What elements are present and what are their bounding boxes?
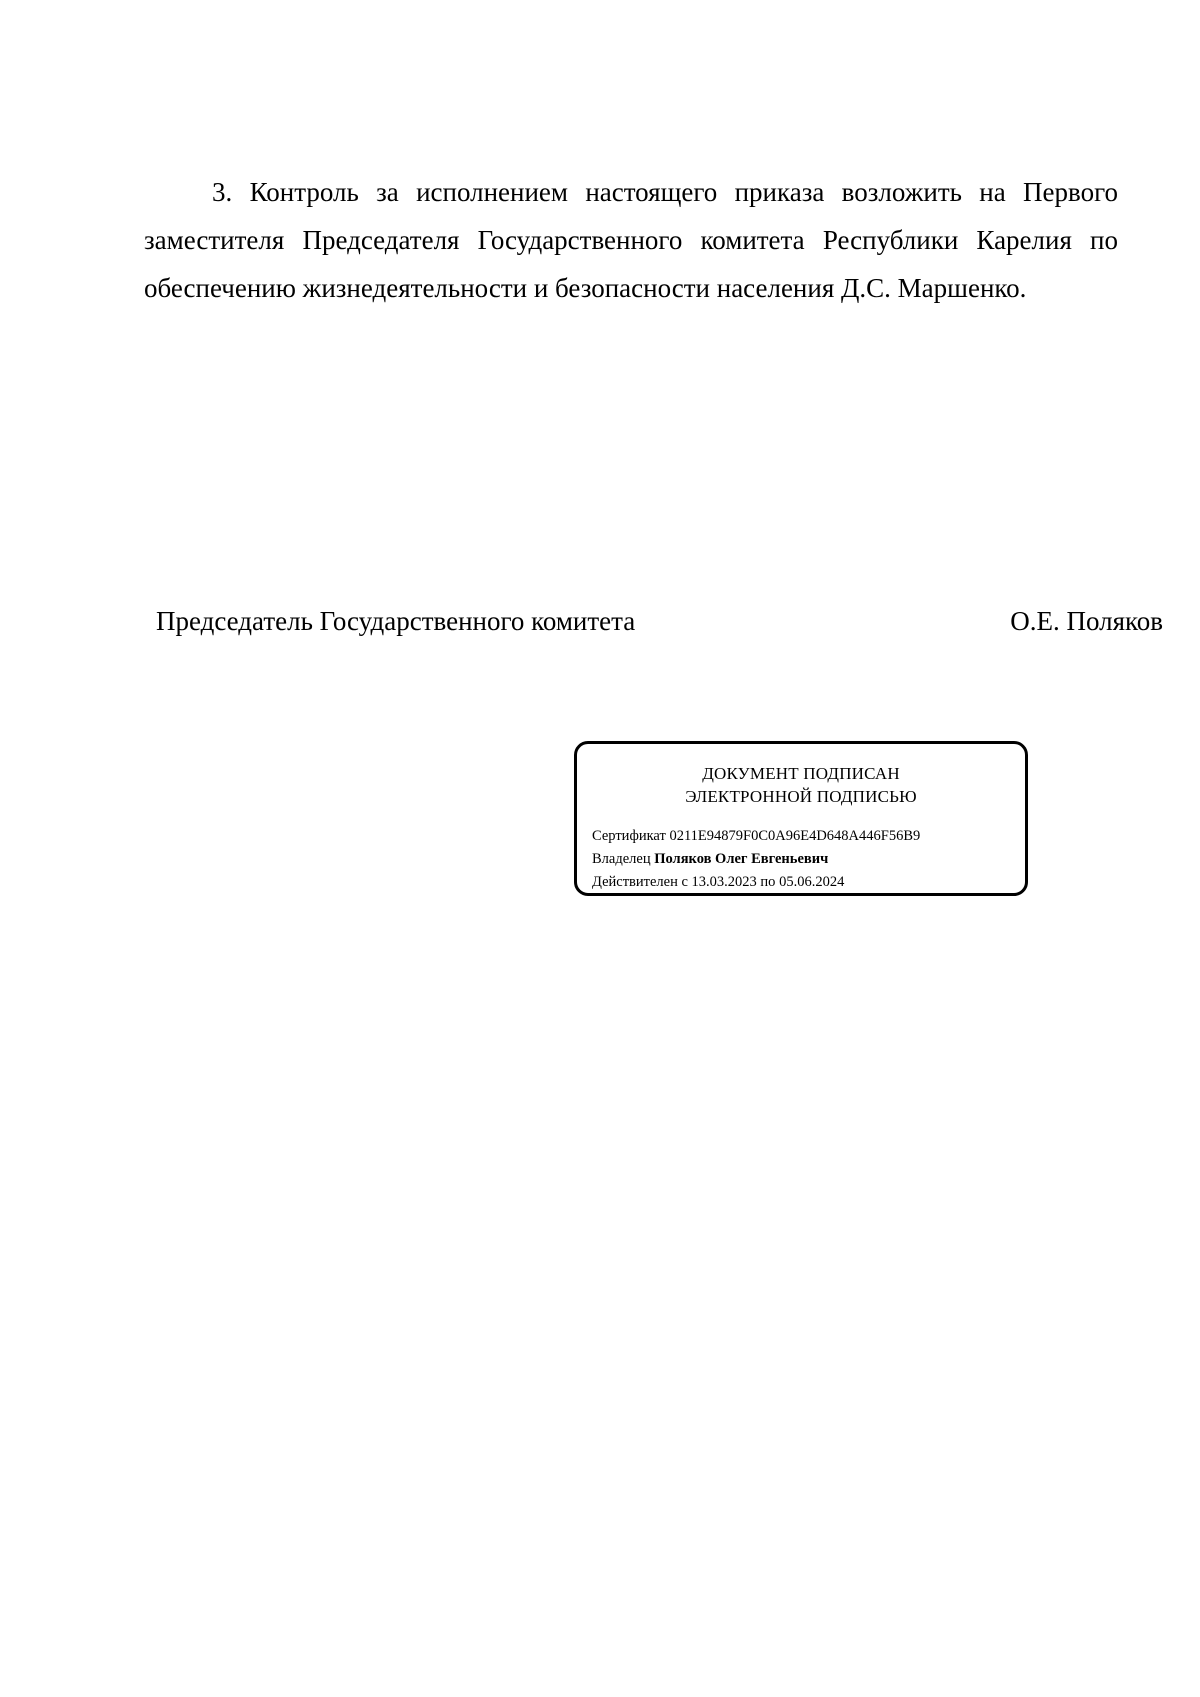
valid-label: Действителен: [592, 874, 678, 890]
valid-to-prefix: по: [760, 874, 776, 890]
stamp-header-line-2: ЭЛЕКТРОННОЙ ПОДПИСЬЮ: [685, 787, 917, 806]
owner-label: Владелец: [592, 851, 651, 867]
stamp-owner-row: [592, 849, 828, 869]
valid-from-date: 13.03.2023: [691, 874, 757, 890]
stamp-header: [577, 762, 1025, 808]
order-paragraph: 3. Контроль за исполнением настоящего приказа возложить на Первого заместителя Председателя Государственного комитета Республики Карелия по обеспечению жизнедеятельности и безопасности населения Д.С. Маршенко.: [144, 177, 1118, 303]
certificate-value: 0211E94879F0C0A96E4D648A446F56B9: [669, 828, 921, 844]
valid-to-date: 05.06.2024: [779, 874, 845, 890]
certificate-label: Сертификат: [592, 828, 666, 844]
valid-from-prefix: с: [681, 874, 688, 890]
stamp-validity-row: [592, 872, 844, 892]
signatory-position: Председатель Государственного комитета: [156, 606, 636, 636]
electronic-signature-stamp: [574, 741, 1028, 896]
stamp-header-line-1: ДОКУМЕНТ ПОДПИСАН: [702, 764, 900, 783]
stamp-certificate-row: [592, 826, 920, 846]
owner-value: Поляков Олег Евгеньевич: [654, 851, 829, 867]
signatory-name: О.Е. Поляков: [1010, 606, 1163, 636]
